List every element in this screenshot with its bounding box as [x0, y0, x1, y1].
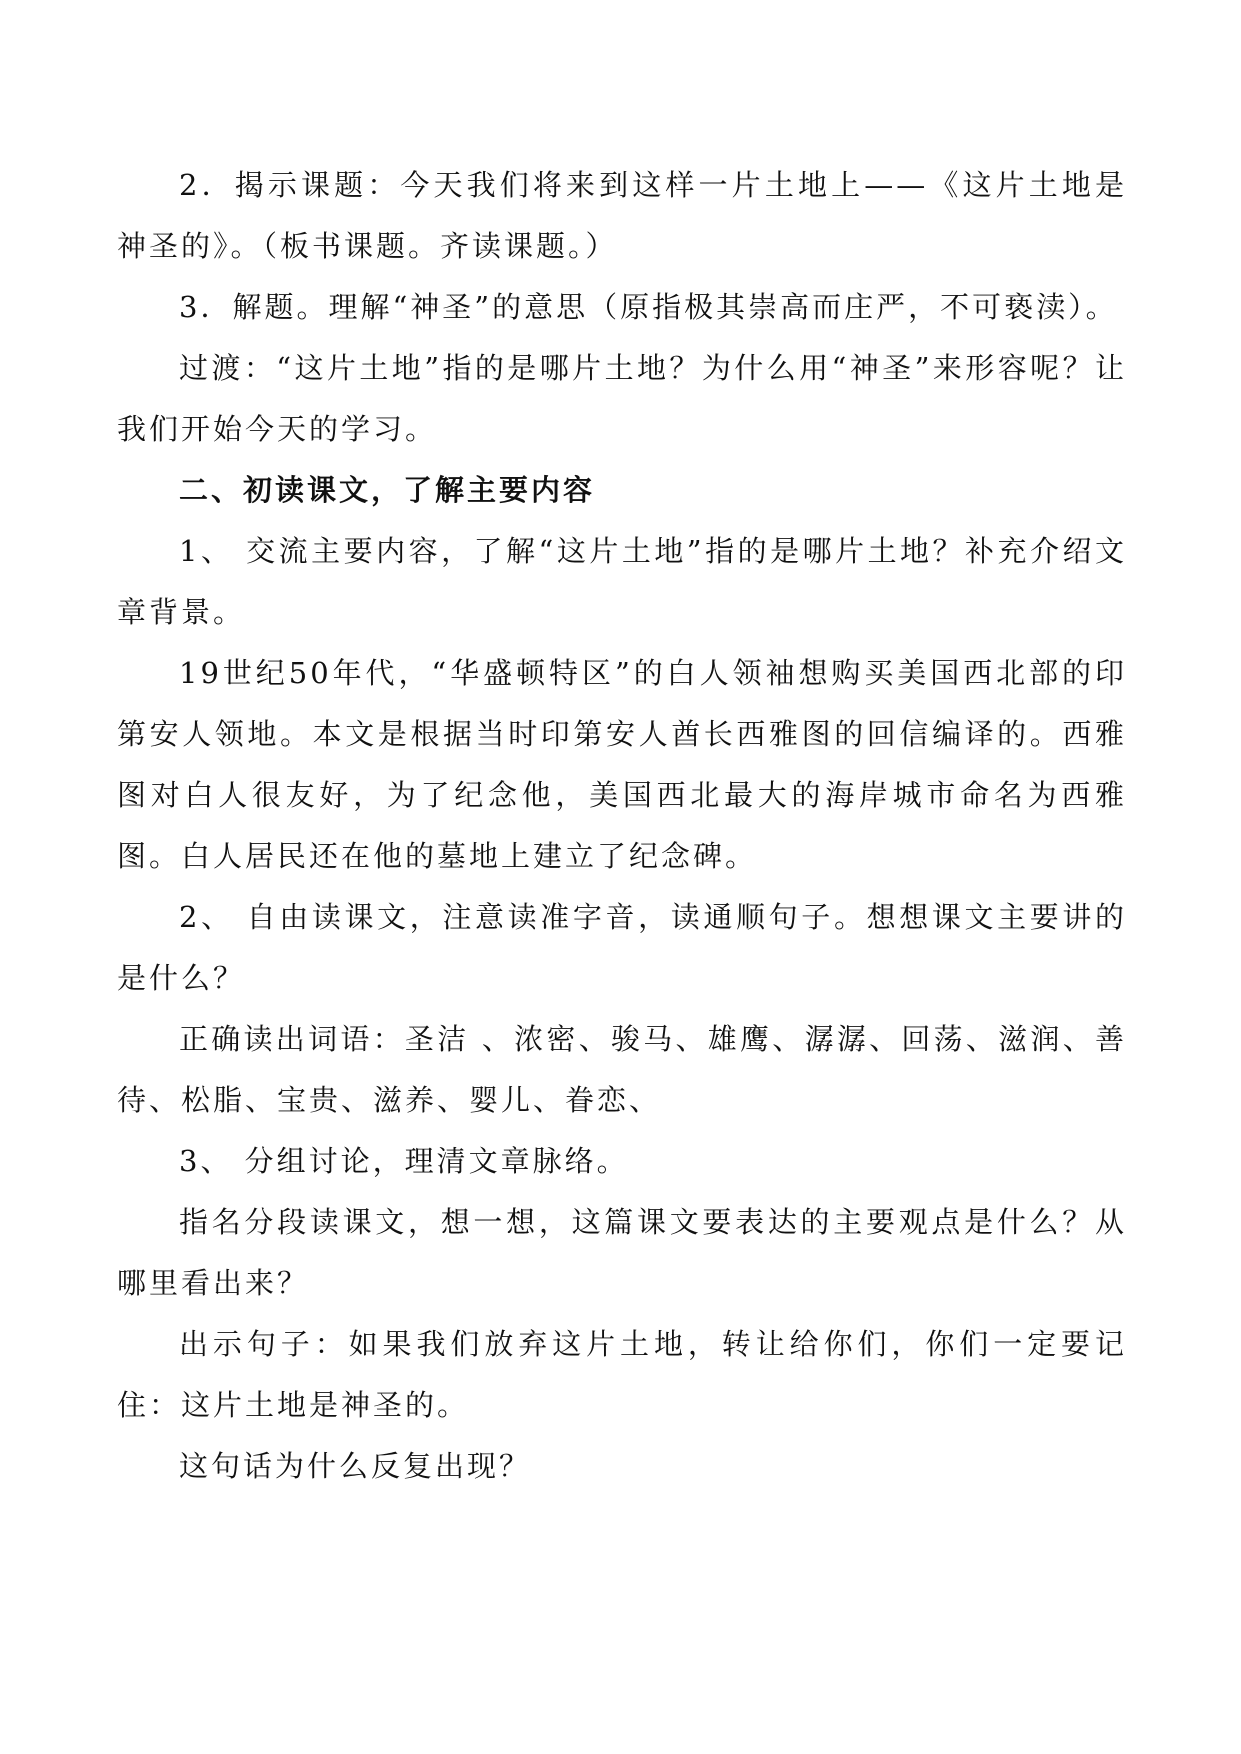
paragraph-main-content: 1、 交流主要内容，了解“这片土地”指的是哪片土地？补充介绍文章背景。 — [117, 534, 1127, 629]
paragraph-reveal-title: 2．揭示课题：今天我们将来到这样一片土地上——《这片土地是神圣的》。（板书课题。齐读课题。） — [117, 168, 1127, 263]
paragraph-key-sentence: 出示句子：如果我们放弃这片土地，转让给你们，你们一定要记住：这片土地是神圣的。 — [117, 1327, 1127, 1422]
document-body — [117, 155, 1127, 1497]
paragraph-question: 这句话为什么反复出现？ — [179, 1449, 532, 1483]
paragraph-group-discussion: 3、 分组讨论，理清文章脉络。 — [179, 1144, 629, 1178]
paragraph-explain-title: 3．解题。理解“神圣”的意思（原指极其崇高而庄严，不可亵渎）。 — [179, 290, 1118, 324]
paragraph-free-reading: 2、 自由读课文，注意读准字音，读通顺句子。想想课文主要讲的是什么？ — [117, 900, 1127, 995]
paragraph-segment-reading: 指名分段读课文，想一想，这篇课文要表达的主要观点是什么？从哪里看出来？ — [117, 1205, 1127, 1300]
paragraph-background: 19世纪50年代，“华盛顿特区”的白人领袖想购买美国西北部的印第安人领地。本文是根据当时印第安人酋长西雅图的回信编译的。西雅图对白人很友好，为了纪念他，美国西北最大的海岸城市命名为西雅图。白人居民还在他的墓地上建立了纪念碑。 — [117, 656, 1127, 873]
paragraph-transition: 过渡：“这片土地”指的是哪片土地？为什么用“神圣”来形容呢？让我们开始今天的学习。 — [117, 351, 1127, 446]
paragraph-vocabulary: 正确读出词语：圣洁 、浓密、骏马、雄鹰、潺潺、回荡、滋润、善待、松脂、宝贵、滋养、婴儿、眷恋、 — [117, 1022, 1127, 1117]
section-heading: 二、初读课文，了解主要内容 — [179, 473, 596, 507]
